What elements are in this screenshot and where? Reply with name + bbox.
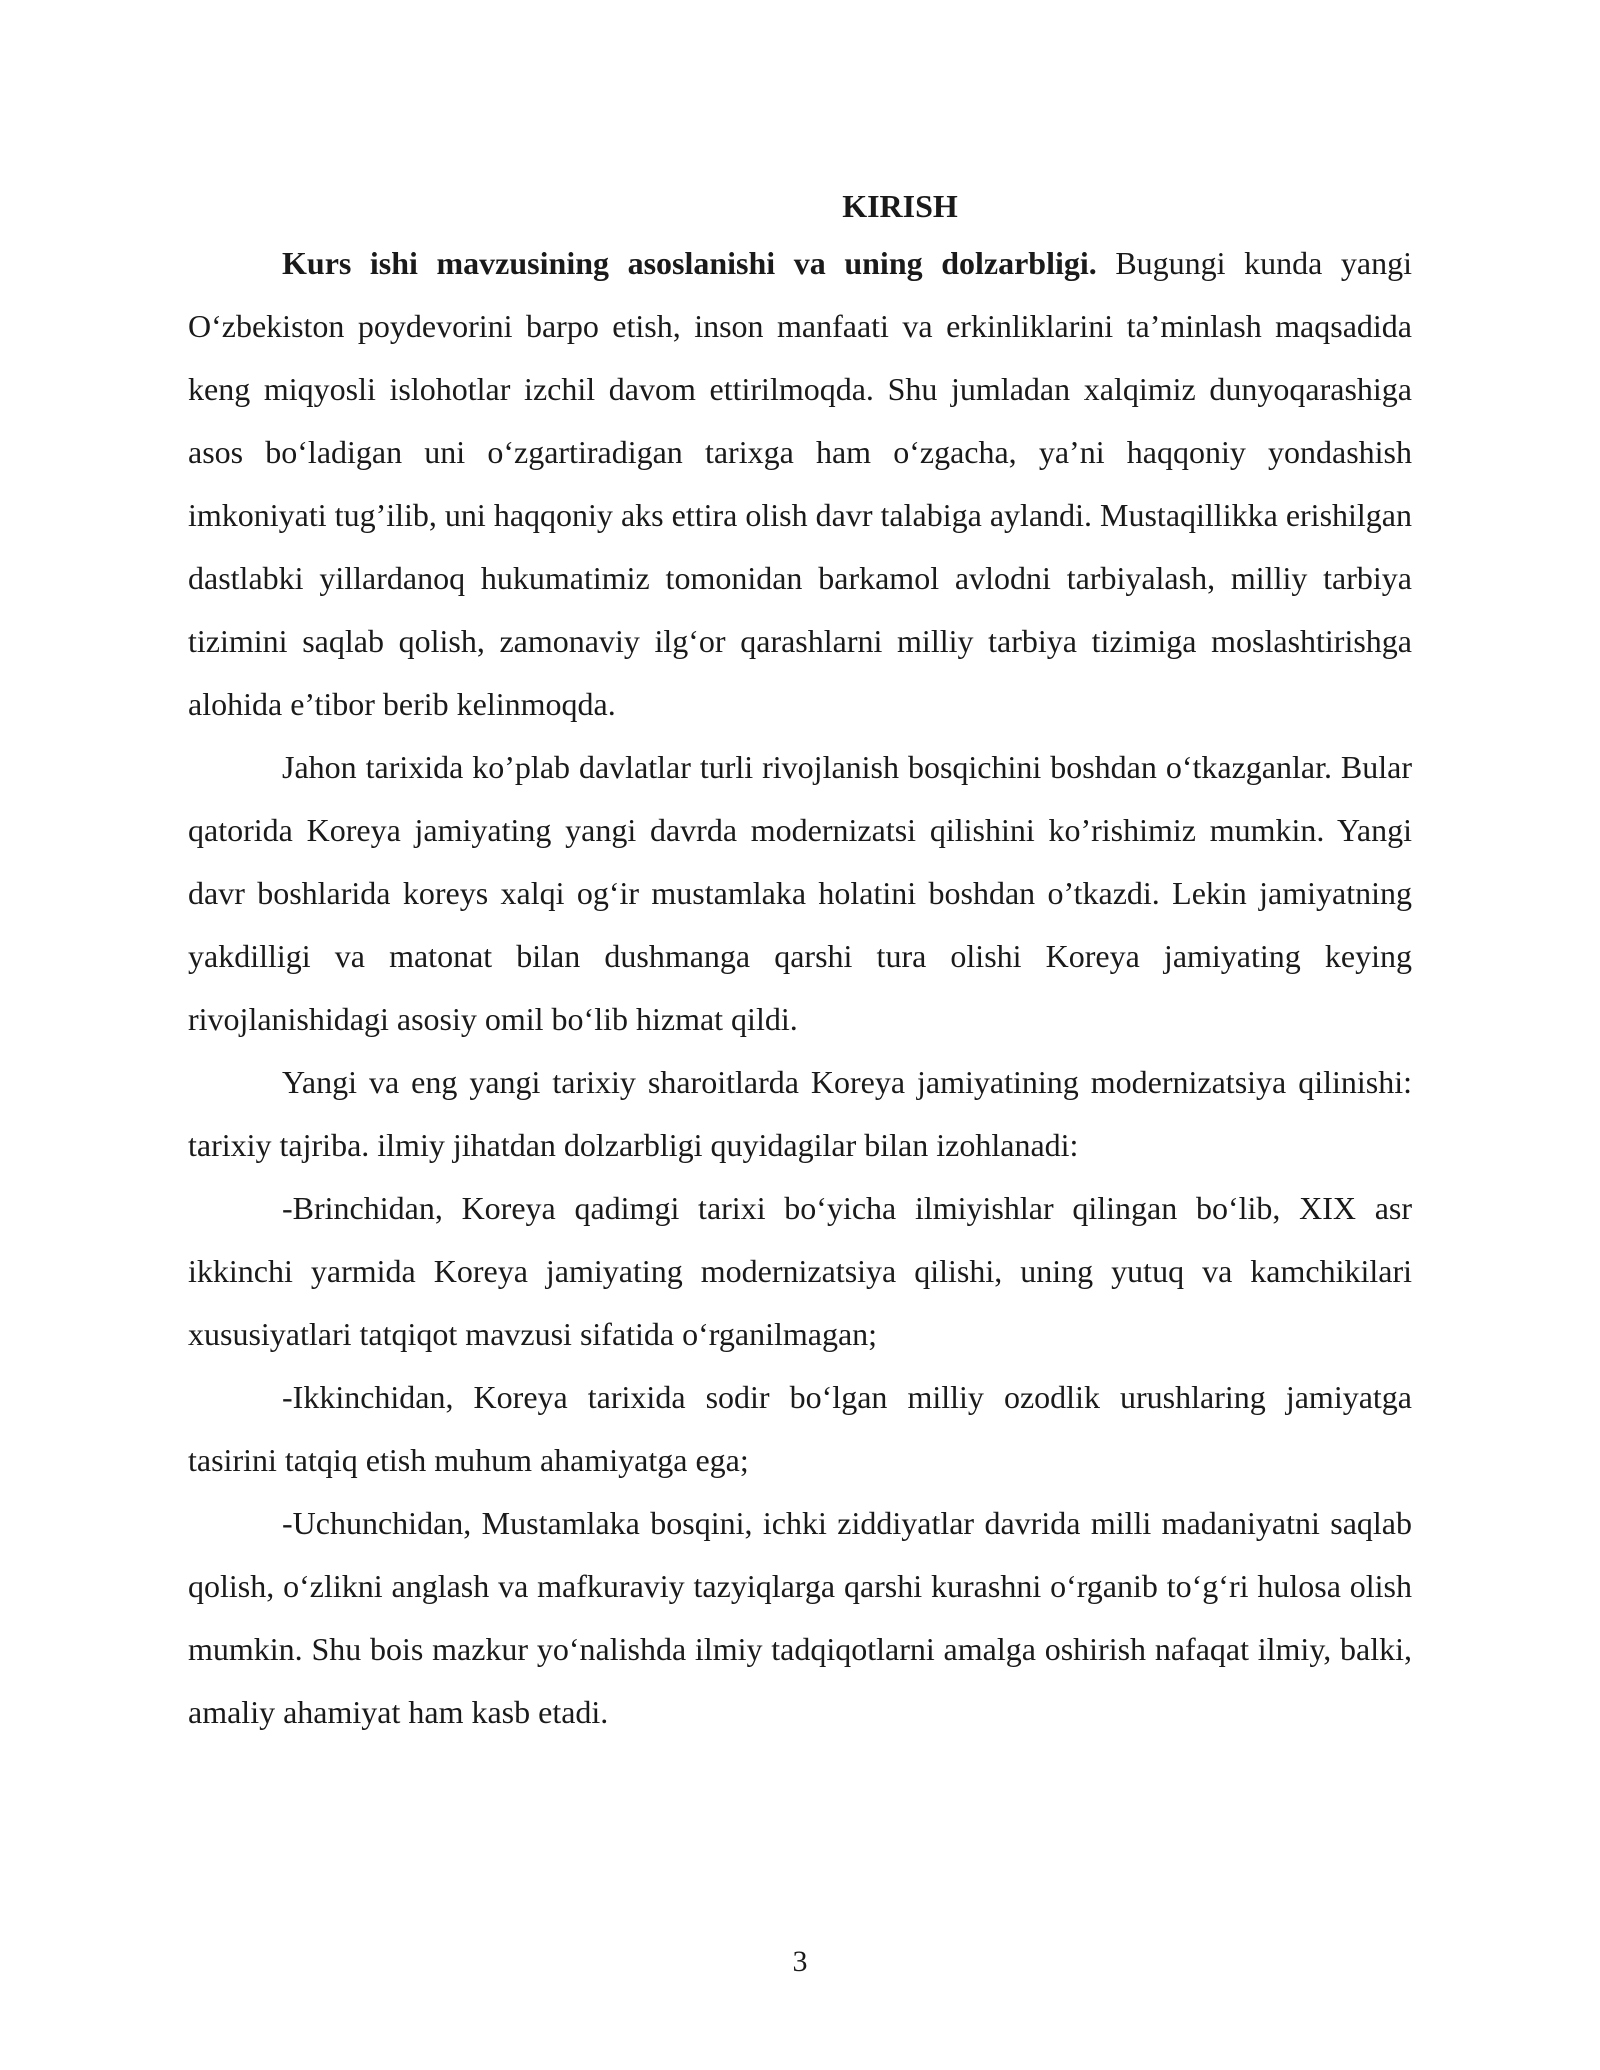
section-title: KIRISH: [842, 188, 958, 224]
list-item-second: -Ikkinchidan, Koreya tarixida sodir bo‘lgan milliy ozodlik urushlaring jamiyatga tasirini tatqiq etish muhum ahamiyatga ega;: [188, 1379, 1412, 1478]
paragraph-lead: Kurs ishi mavzusining asoslanishi va uning dolzarbligi.: [282, 245, 1097, 281]
document-page: [188, 186, 1412, 1744]
list-item-first: -Brinchidan, Koreya qadimgi tarixi bo‘yicha ilmiyishlar qilingan bo‘lib, XIX asr ikkinchi yarmida Koreya jamiyating modernizatsiya qilishi, uning yutuq va kamchikilari xususiyatlari tatqiqot mavzusi sifatida o‘rganilmagan;: [188, 1190, 1412, 1352]
list-item-third: -Uchunchidan, Mustamlaka bosqini, ichki ziddiyatlar davrida milli madaniyatni saqlab qolish, o‘zlikni anglash va mafkuraviy tazyiqlarga qarshi kurashni o‘rganib to‘g‘ri hulosa olish mumkin. Shu bois mazkur yo‘nalishda ilmiy tadqiqotlarni amalga oshirish nafaqat ilmiy, balki, amaliy ahamiyat ham kasb etadi.: [188, 1505, 1412, 1730]
page-number: 3: [792, 1945, 808, 1978]
paragraph-scientific-relevance: Yangi va eng yangi tarixiy sharoitlarda Koreya jamiyatining modernizatsiya qilinishi: tarixiy tajriba. ilmiy jihatdan dolzarbligi quyidagilar bilan izohlanadi:: [188, 1064, 1412, 1163]
paragraph-text: Bugungi kunda yangi O‘zbekiston poydevorini barpo etish, inson manfaati va erkinliklarini ta’minlash maqsadida keng miqyosli islohotlar izchil davom ettirilmoqda. Shu jumladan xalqimiz dunyoqarashiga asos bo‘ladigan uni o‘zgartiradigan tarixga ham o‘zgacha, ya’ni haqqoniy yondashish imkoniyati tug’ilib, uni haqqoniy aks ettira olish davr talabiga aylandi. Mustaqillikka erishilgan dastlabki yillardanoq hukumatimiz tomonidan barkamol avlodni tarbiyalash, milliy tarbiya tizimini saqlab qolish, zamonaviy ilg‘or qarashlarni milliy tarbiya tizimiga moslashtirishga alohida e’tibor berib kelinmoqda.: [188, 245, 1413, 722]
paragraph-world-history: Jahon tarixida ko’plab davlatlar turli rivojlanish bosqichini boshdan o‘tkazganlar. Bular qatorida Koreya jamiyating yangi davrda modernizatsi qilishini ko’rishimiz mumkin. Yangi davr boshlarida koreys xalqi og‘ir mustamlaka holatini boshdan o’tkazdi. Lekin jamiyatning yakdilligi va matonat bilan dushmanga qarshi tura olishi Koreya jamiyating keying rivojlanishidagi asosiy omil bo‘lib hizmat qildi.: [188, 749, 1412, 1037]
paragraph-relevance: [188, 232, 1412, 736]
